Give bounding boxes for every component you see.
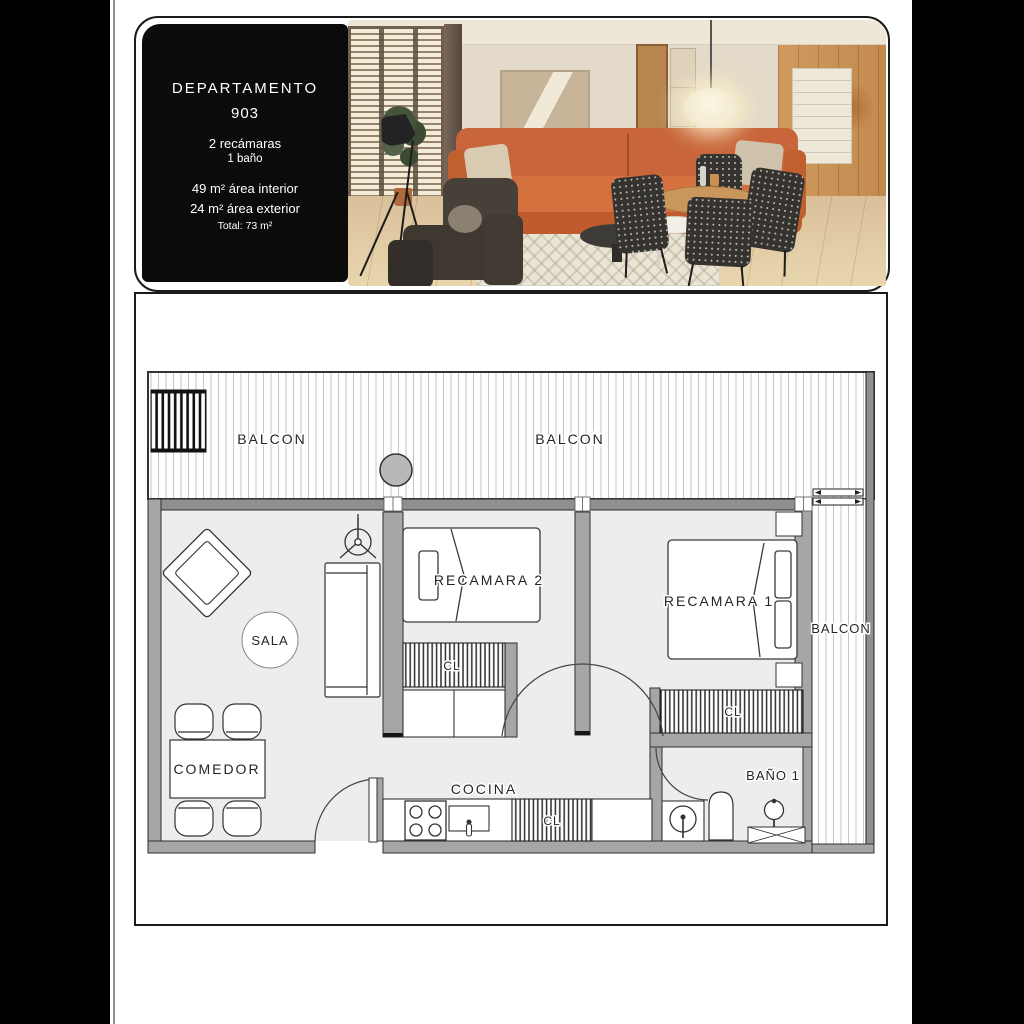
total-area: Total: 73 m² xyxy=(217,220,273,232)
dining-chair xyxy=(684,196,753,267)
toilet-symbol xyxy=(709,792,733,840)
bathroom-east-wall xyxy=(803,735,812,841)
exterior-area: 24 m² área exterior xyxy=(190,201,300,216)
window-wall xyxy=(160,499,795,510)
carafe xyxy=(710,174,719,186)
armchair-cushion xyxy=(448,205,482,233)
kitchen-cabinet xyxy=(592,799,652,841)
sala-bedroom2-wall xyxy=(383,512,403,737)
louver-grille xyxy=(151,390,206,452)
closet-side-wall xyxy=(505,643,517,737)
stove-symbol xyxy=(405,801,446,840)
louver-cap xyxy=(151,390,206,394)
wall-end-cap xyxy=(383,733,403,737)
balcony-right xyxy=(812,499,866,846)
balcony-table xyxy=(380,454,412,486)
kitchen-counter xyxy=(383,799,512,841)
hall-wall xyxy=(575,512,590,735)
cocina-label: COCINA xyxy=(450,781,518,797)
armchair-arm xyxy=(388,240,433,286)
wall-end-cap xyxy=(575,731,590,735)
page-edge-gray-line xyxy=(113,0,115,1024)
washer-symbol xyxy=(662,801,704,841)
wardrobe-symbol xyxy=(403,690,505,737)
left-wall xyxy=(148,499,161,853)
floor-plan-section xyxy=(134,292,888,926)
outer-right-wall xyxy=(866,372,874,853)
header-section xyxy=(134,16,890,292)
pendant-cord xyxy=(710,20,712,92)
dining-chair xyxy=(610,173,670,254)
balcon-label-left: BALCON xyxy=(237,431,307,447)
floor-plan-drawing xyxy=(136,294,886,924)
nightstand xyxy=(776,663,802,687)
entry-door-leaf xyxy=(369,778,377,842)
kitchen-sink-symbol xyxy=(449,806,489,836)
bathroom-top-wall xyxy=(650,733,812,747)
balcony-bottom-wall xyxy=(812,844,874,853)
bedrooms-count: 2 recámaras xyxy=(208,136,282,151)
recamara2-label: RECAMARA 2 xyxy=(433,572,545,588)
recamara1-label: RECAMARA 1 xyxy=(663,593,775,609)
closet-bedroom2-label: CL xyxy=(443,659,461,673)
bottom-wall-left xyxy=(148,841,315,853)
sofa-symbol xyxy=(325,563,380,697)
unit-number: 903 xyxy=(230,105,260,122)
closet-bedroom1-label: CL xyxy=(724,705,742,719)
bano1-label: BAÑO 1 xyxy=(746,768,800,783)
bathrooms-count: 1 baño xyxy=(227,153,263,165)
living-room-render-photo xyxy=(348,20,886,286)
pendant-lamp xyxy=(684,88,738,128)
closet-kitchen-label: CL xyxy=(543,814,561,828)
nightstand xyxy=(776,512,802,536)
balcon-label-right: BALCON xyxy=(535,431,605,447)
interior-area: 49 m² área interior xyxy=(191,181,299,196)
card-title: DEPARTAMENTO xyxy=(171,80,319,97)
comedor-label: COMEDOR xyxy=(173,761,261,777)
sala-label: SALA xyxy=(251,633,289,648)
dark-armchair xyxy=(388,170,528,286)
shower-window-symbol xyxy=(748,827,805,843)
page-edge-right-bar xyxy=(912,0,1024,1024)
unit-info-card xyxy=(142,24,348,282)
louver-cap xyxy=(151,449,206,453)
balcon-label-side: BALCON xyxy=(811,621,871,636)
page-edge-left-bar xyxy=(0,0,110,1024)
bottle xyxy=(700,166,706,186)
armchair-arm xyxy=(483,215,523,285)
